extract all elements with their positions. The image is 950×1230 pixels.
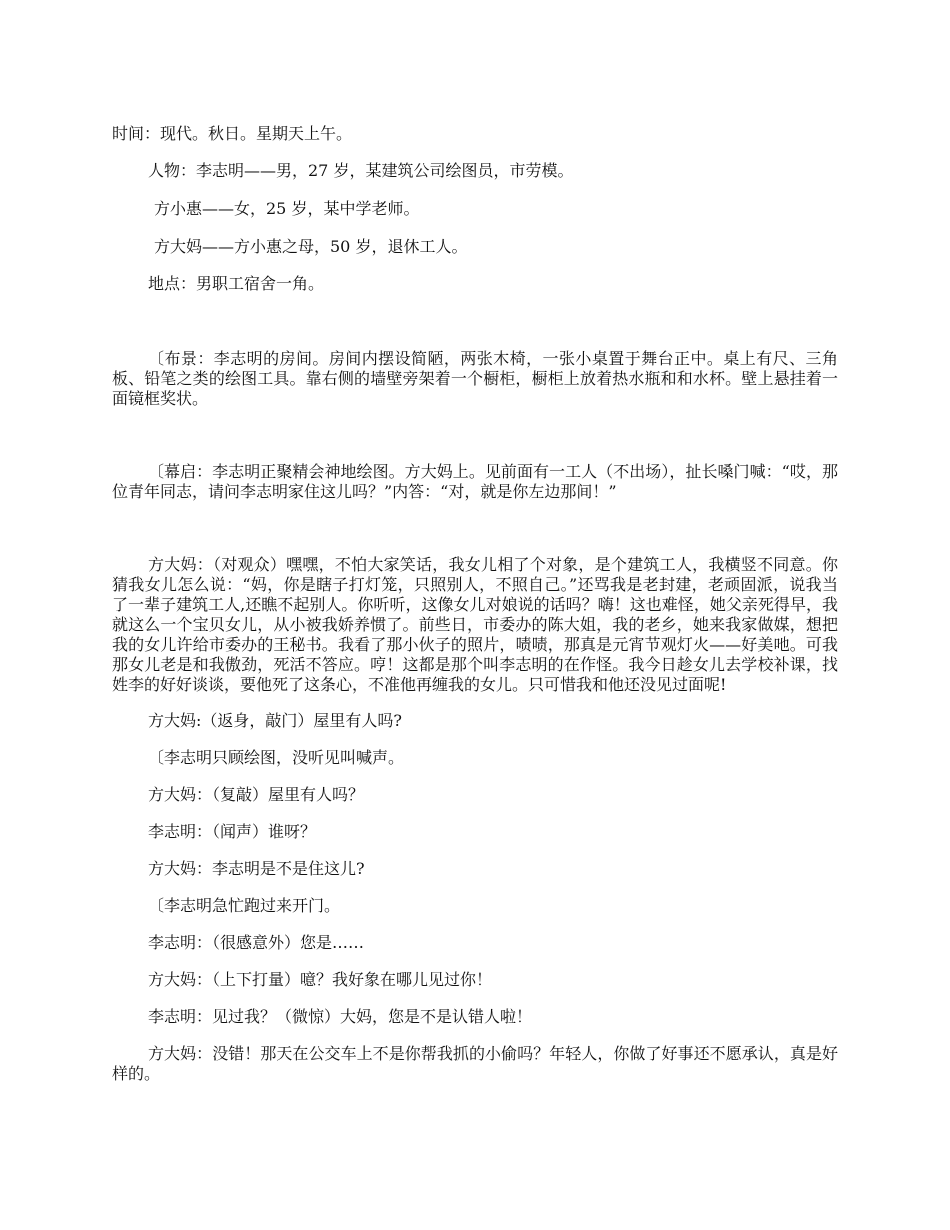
dialogue-line: 方大妈：李志明是不是住这儿? [148, 859, 365, 878]
monologue-fang-dama: 方大妈：（对观众）嘿嘿，不怕大家笑话，我女儿相了个对象，是个建筑工人，我横竖不同意。你猜我女儿怎么说：“妈，你是瞎子打灯笼，只照别人，不照自己。”还骂我是老封建，老顽固派，说我当了一辈子建筑工人,还瞧不起别人。你听听，这像女儿对娘说的话吗？嗨！这也难怪，她父亲死得早，我就这么一个宝贝女儿，从小被我娇养惯了。前些日，市委办的陈大姐，我的老乡，她来我家做媒，想把我的女儿许给市委办的王秘书。我看了那小伙子的照片，啧啧，那真是元宵节观灯火——好美吔。可我那女儿老是和我傲劲，死活不答应。哼！这都是那个叫李志明的在作怪。我今日趁女儿去学校补课，找姓李的好好谈谈，要他死了这条心，不准他再缠我的女儿。只可惜我和他还没见过面呢! [112, 555, 838, 694]
dialogue-line: 方大妈：（上下打量）噫？我好象在哪儿见过你！ [148, 970, 493, 989]
character-fang-dama: 方大妈——方小惠之母，50 岁，退休工人。 [154, 237, 468, 256]
dialogue-line: 李志明：（闻声）谁呀？ [148, 822, 317, 841]
character-fang-xiaohui: 方小惠——女，25 岁，某中学老师。 [154, 199, 420, 218]
dialogue-line: 方大妈:（返身，敲门）屋里有人吗? [148, 711, 402, 730]
stage-direction: 〔李志明只顾绘图，没听见叫喊声。 [148, 748, 405, 767]
character-li-zhiming: 人物：李志明——男，27 岁，某建筑公司绘图员，市劳模。 [148, 161, 574, 180]
dialogue-last: 方大妈：没错！那天在公交车上不是你帮我抓的小偷吗？年轻人，你做了好事还不愿承认，真是好样的。 [112, 1044, 838, 1083]
curtain-rise: 〔幕启：李志明正聚精会神地绘图。方大妈上。见前面有一工人（不出场），扯长嗓门喊：“哎，那位青年同志，请问李志明家住这儿吗？”内答：“对，就是你左边那间！” [112, 462, 838, 501]
dialogue-line: 李志明：（很感意外）您是…… [148, 933, 365, 952]
time-line: 时间：现代。秋日。星期天上午。 [112, 124, 353, 143]
dialogue-line: 李志明：见过我？（微惊）大妈，您是不是认错人啦！ [148, 1007, 533, 1026]
dialogue-line: 方大妈：（复敲）屋里有人吗？ [148, 785, 365, 804]
place-line: 地点：男职工宿舍一角。 [148, 274, 325, 293]
stage-direction: 〔李志明急忙跑过来开门。 [148, 896, 341, 915]
stage-setting: 〔布景：李志明的房间。房间内摆设简陋，两张木椅，一张小桌置于舞台正中。桌上有尺、三角板、铅笔之类的绘图工具。靠右侧的墙壁旁架着一个橱柜，橱柜上放着热水瓶和和水杯。壁上悬挂着一面镜框奖状。 [112, 349, 838, 408]
